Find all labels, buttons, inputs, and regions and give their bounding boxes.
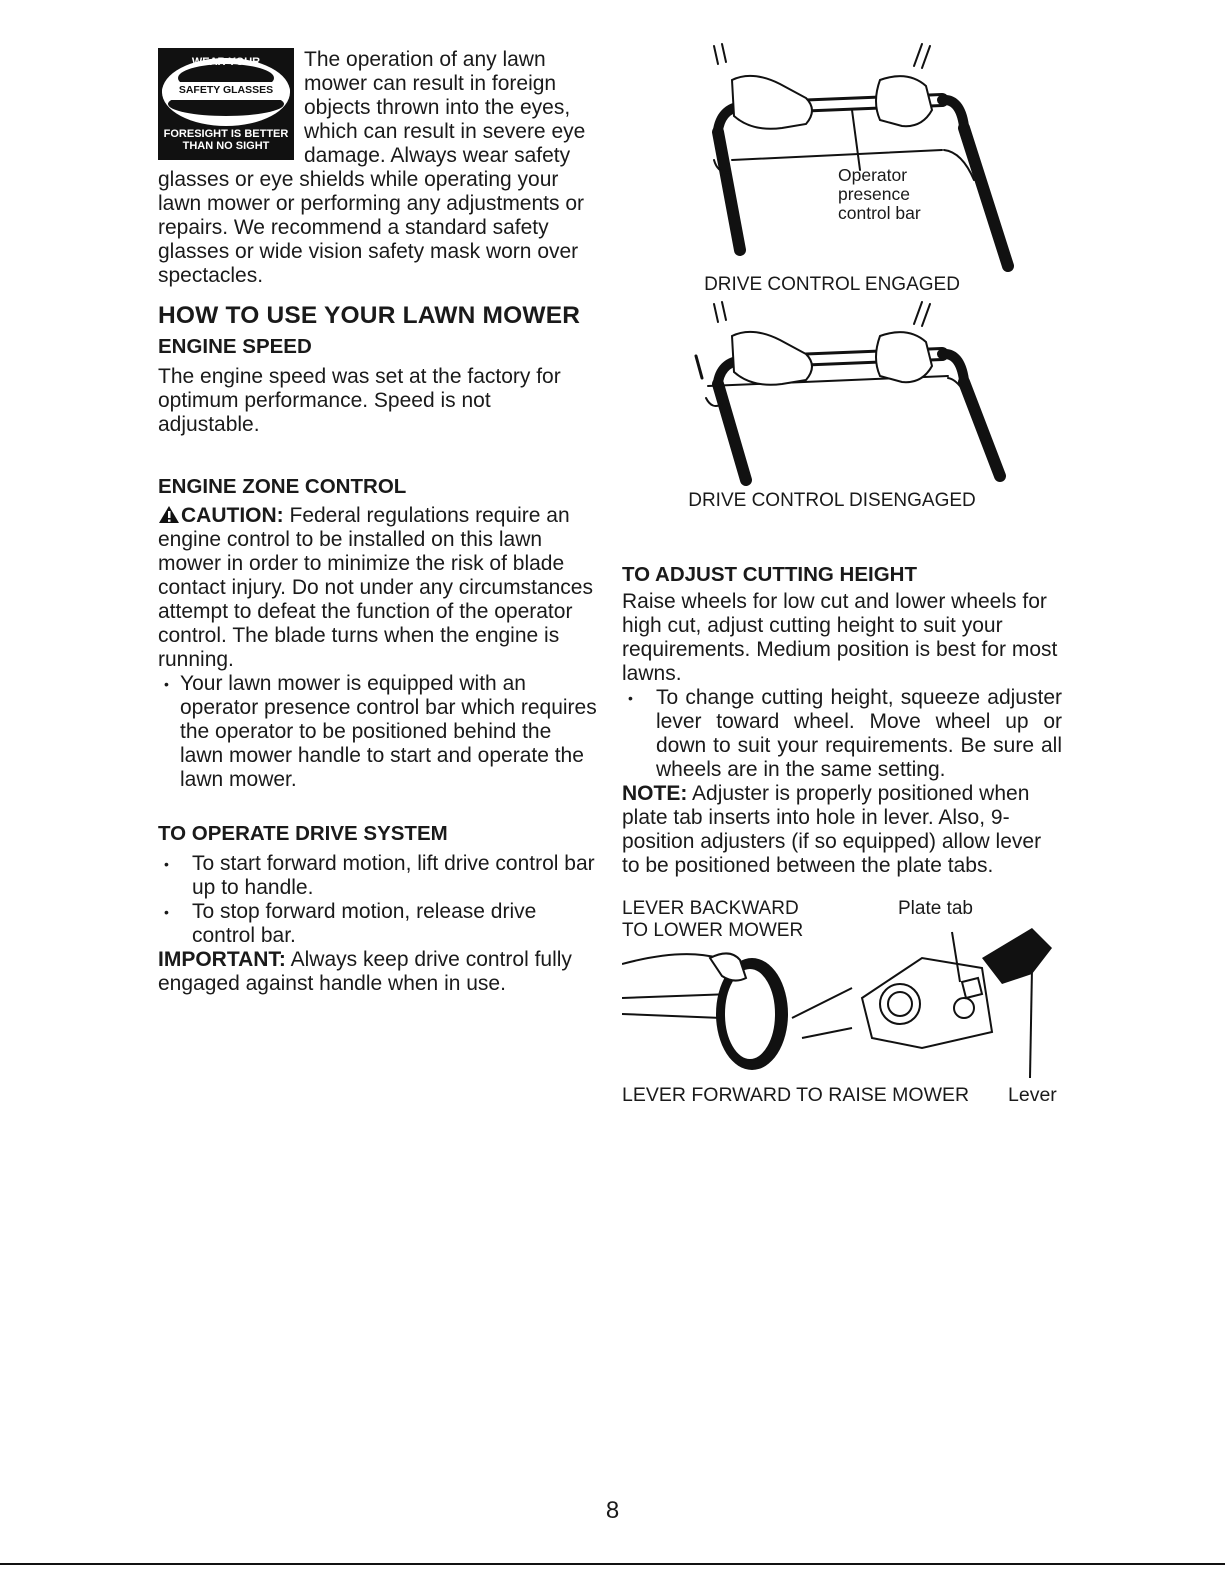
heading-engine-speed: ENGINE SPEED xyxy=(158,335,312,358)
heading-engine-zone: ENGINE ZONE CONTROL xyxy=(158,475,407,498)
bottom-rule xyxy=(0,1563,1225,1565)
handle-disengaged-illustration xyxy=(622,300,1062,490)
note-text: Adjuster is properly positioned when plate tab inserts into hole in lever. Also, 9-position adjusters (if so equipped) allow lever to be positioned between the plate tabs. xyxy=(622,782,1042,877)
lever-backward-line-1: LEVER BACKWARD xyxy=(622,898,799,919)
note-paragraph xyxy=(622,782,1062,878)
page-number: 8 xyxy=(605,1497,620,1524)
list-item: • Your lawn mower is equipped with an operator presence control bar which requires the operator to be positioned behind the lawn mower handle to start and operate the lawn mower. xyxy=(158,672,598,792)
heading-cutting-height: TO ADJUST CUTTING HEIGHT xyxy=(622,563,917,586)
operator-label-line-3: control bar xyxy=(838,203,921,223)
drive-system-list xyxy=(158,852,598,948)
wheel-adjuster-illustration xyxy=(622,928,1062,1108)
caption-drive-disengaged: DRIVE CONTROL DISENGAGED xyxy=(688,490,976,511)
operator-label xyxy=(838,166,921,223)
caution-paragraph xyxy=(158,504,598,672)
handle-engaged-illustration xyxy=(622,40,1062,272)
caution-label: CAUTION: xyxy=(181,504,284,527)
caution-triangle-icon xyxy=(158,505,180,524)
intro-paragraph: The operation of any lawn mower can result in foreign objects thrown into the eyes, which can result in severe eye damage. Always wear safety glasses or eye shields while operating your lawn mower or performing any adjustments or repairs. We recommend a standard safety glasses or wide vision safety mask worn over spectacles. xyxy=(158,48,586,287)
note-label: NOTE: xyxy=(622,782,688,805)
engine-speed-text: The engine speed was set at the factory for optimum performance. Speed is not adjustable. xyxy=(158,365,561,436)
list-item: • To start forward motion, lift drive control bar up to handle. xyxy=(158,852,598,900)
important-paragraph xyxy=(158,948,598,996)
safety-glasses-badge xyxy=(158,48,294,160)
badge-line-3 xyxy=(158,128,294,152)
plate-tab-label: Plate tab xyxy=(898,898,973,919)
cutting-height-text: Raise wheels for low cut and lower wheels for high cut, adjust cutting height to suit your requirements. Medium position is best for most lawns. xyxy=(622,590,1058,685)
figure-drive-disengaged xyxy=(622,300,1062,490)
figure-wheel-adjuster xyxy=(622,898,1062,1112)
operator-label-line-1: Operator xyxy=(838,165,908,185)
section-title-how-to-use: HOW TO USE YOUR LAWN MOWER xyxy=(158,302,581,329)
caution-text: Federal regulations require an engine control to be installed on this lawn mower in order to minimize the risk of blade contact injury. Do not under any circumstances attempt to defeat the function of the operator control. The blade turns when the engine is running. xyxy=(158,504,593,671)
caption-drive-engaged: DRIVE CONTROL ENGAGED xyxy=(704,274,960,295)
cutting-height-list xyxy=(622,686,1062,782)
operator-label-line-2: presence xyxy=(838,184,910,204)
left-column xyxy=(158,48,598,996)
heading-drive-system: TO OPERATE DRIVE SYSTEM xyxy=(158,822,448,845)
lever-forward-label: LEVER FORWARD TO RAISE MOWER xyxy=(622,1084,970,1106)
right-column xyxy=(622,40,1062,1112)
badge-line-2: SAFETY GLASSES xyxy=(178,84,274,96)
figure-drive-engaged xyxy=(622,40,1062,272)
badge-line-3b: THAN NO SIGHT xyxy=(182,140,270,152)
important-label: IMPORTANT: xyxy=(158,948,286,971)
badge-line-1: WEAR YOUR xyxy=(191,56,261,68)
lever-label: Lever xyxy=(1008,1084,1057,1106)
list-item: • To stop forward motion, release drive control bar. xyxy=(158,900,598,948)
list-item: • To change cutting height, squeeze adjuster lever toward wheel. Move wheel up or down to suit your requirements. Be sure all wheels are in the same setting. xyxy=(622,686,1062,782)
engine-zone-list xyxy=(158,672,598,792)
badge-line-3a: FORESIGHT IS BETTER xyxy=(163,128,289,140)
important-text: Always keep drive control fully engaged against handle when in use. xyxy=(158,948,572,995)
lever-backward-line-2: TO LOWER MOWER xyxy=(622,920,804,941)
